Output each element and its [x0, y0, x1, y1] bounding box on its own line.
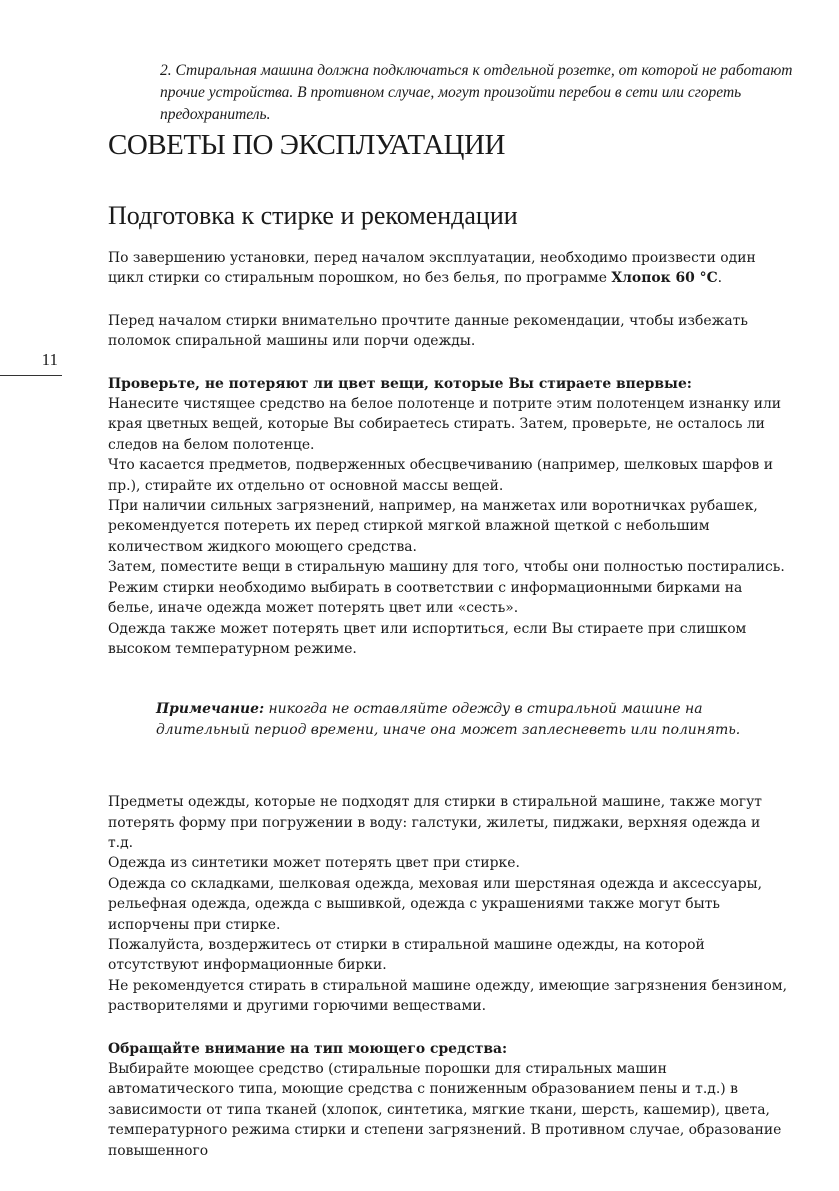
detergent-heading: Обращайте внимание на тип моющего средства:	[108, 1040, 508, 1057]
note-text: никогда не оставляйте одежду в стиральной машине на длительный период времени, иначе она может заплесневеть или полинять.	[156, 701, 741, 738]
subsection-title: Подготовка к стирке и рекомендации	[108, 201, 518, 230]
page-number: 11	[0, 350, 62, 376]
install-paragraph	[108, 248, 788, 289]
color-check-paragraph: Нанесите чистящее средство на белое полотенце и потрите этим полотенцем изнанку или края цветных вещей, которые Вы собираетесь стирать. Затем, проверьте, не осталось ли следов на белом полотенце.	[108, 396, 782, 453]
color-check-paragraph: Одежда также может потерять цвет или испортиться, если Вы стираете при слишком высоком температурном режиме.	[108, 620, 747, 657]
color-check-paragraph: Затем, поместите вещи в стиральную машину для того, чтобы они полностью постирались.	[108, 559, 785, 576]
color-check-heading: Проверьте, не потеряют ли цвет вещи, которые Вы стираете впервые:	[108, 375, 692, 392]
unsuitable-paragraph: Предметы одежды, которые не подходят для стирки в стиральной машине, также могут потерять форму при погружении в воду: галстуки, жилеты, пиджаки, верхняя одежда и т.д.	[108, 794, 762, 851]
unsuitable-paragraph: Пожалуйста, воздержитесь от стирки в стиральной машине одежды, на которой отсутствуют информационные бирки.	[108, 936, 705, 974]
install-text-before: По завершению установки, перед началом эксплуатации, необходимо произвести один цикл стирки со стиральным порошком, но без белья, по программе	[108, 250, 756, 287]
section-title: СОВЕТЫ ПО ЭКСПЛУАТАЦИИ	[108, 129, 505, 161]
detergent-paragraph: Выбирайте моющее средство (стиральные порошки для стиральных машин автоматического типа, моющие средства с пониженным образованием пены и т.д.) в зависимости от типа тканей (хлопок, синтетика, мягкие ткани, шерсть, кашемир), цвета, температурного режима стирки и степени загрязнений. В противном случае, образование повышенного	[108, 1061, 782, 1159]
unsuitable-paragraph: Одежда из синтетики может потерять цвет при стирке.	[108, 855, 520, 872]
install-program: Хлопок 60 °С	[611, 270, 718, 287]
unsuitable-paragraph: Не рекомендуется стирать в стиральной машине одежду, имеющие загрязнения бензином, растворителями и другими горючими веществами.	[108, 977, 788, 1015]
install-text-after: .	[717, 270, 723, 287]
note-block	[156, 699, 776, 740]
color-check-paragraph: Что касается предметов, подверженных обесцвечиванию (например, шелковых шарфов и пр.), стирайте их отдельно от основной массы вещей.	[108, 457, 773, 494]
note-label: Примечание:	[156, 701, 265, 718]
main-text	[108, 248, 788, 1161]
intro-note: 2. Стиральная машина должна подключаться к отдельной розетке, от которой не работают прочие устройства. В противном случае, могут произойти перебои в сети или сгореть предохранитель.	[160, 61, 793, 123]
unsuitable-paragraph: Одежда со складками, шелковая одежда, меховая или шерстяная одежда и аксессуары, рельефная одежда, одежда с вышивкой, одежда с украшениями также могут быть испорчены при стирке.	[108, 875, 762, 933]
color-check-paragraph: Режим стирки необходимо выбирать в соответствии с информационными бирками на белье, иначе одежда может потерять цвет или «сесть».	[108, 579, 743, 617]
read-recommendations-paragraph: Перед началом стирки внимательно прочтите данные рекомендации, чтобы избежать поломок спиральной машины или порчи одежды.	[108, 312, 748, 350]
color-check-paragraph: При наличии сильных загрязнений, например, на манжетах или воротничках рубашек, рекомендуется потереть их перед стиркой мягкой влажной щеткой с небольшим количеством жидкого моющего средства.	[108, 498, 758, 555]
